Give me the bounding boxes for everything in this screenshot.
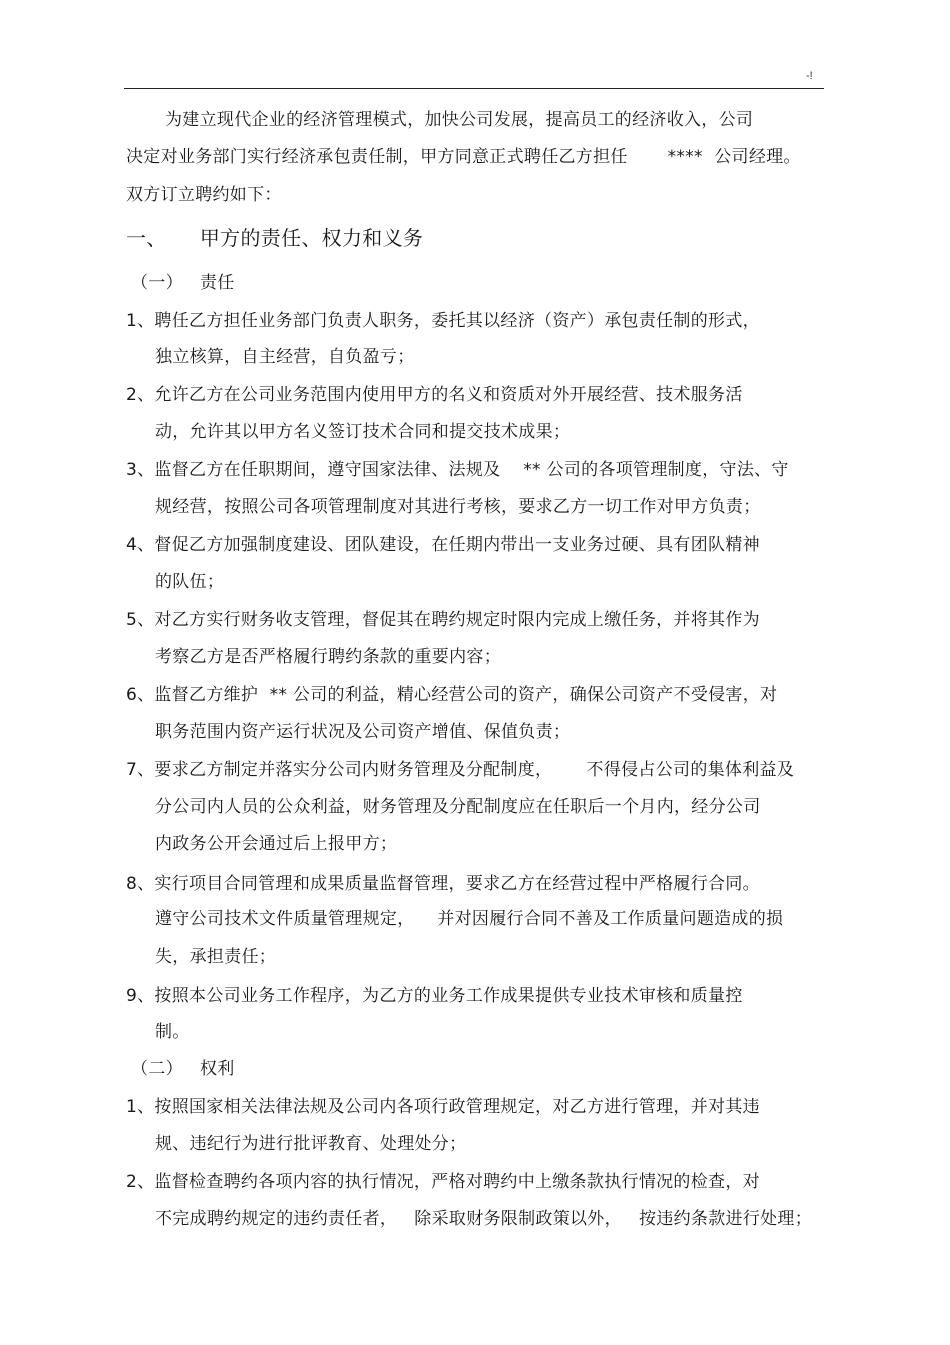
clause-5-line-1: 5、对乙方实行财务收支管理，督促其在聘约规定时限内完成上缴任务，并将其作为 (126, 610, 760, 630)
clause-8-line-1: 8、实行项目合同管理和成果质量监督管理，要求乙方在经营过程中严格履行合同。 (126, 874, 760, 894)
clause-8-line-3: 失，承担责任； (155, 947, 277, 967)
clause-4-line-2: 的队伍； (155, 572, 225, 592)
subsection-heading-rights: （二） 权利 (131, 1059, 235, 1079)
rights-clause-1-line-1: 1、按照国家相关法律法规及公司内各项行政管理规定，对乙方进行管理，并对其违 (126, 1097, 760, 1117)
subsection-heading-responsibility: （一） 责任 (131, 273, 235, 293)
section-heading-1: 一、 甲方的责任、权力和义务 (126, 226, 424, 250)
clause-2-line-1: 2、允许乙方在公司业务范围内使用甲方的名义和资质对外开展经营、技术服务活 (126, 385, 743, 405)
intro-line-1: 为建立现代企业的经济管理模式，加快公司发展，提高员工的经济收入，公司 (165, 110, 754, 130)
clause-6-line-1: 6、监督乙方维护 ** 公司的利益，精心经营公司的资产，确保公司资产不受侵害，对 (126, 685, 778, 705)
clause-7-line-1: 7、要求乙方制定并落实分公司内财务管理及分配制度， 不得侵占公司的集体利益及 (126, 760, 795, 780)
intro-line-2: 决定对业务部门实行经济承包责任制，甲方同意正式聘任乙方担任 **** 公司经理。 (126, 147, 801, 167)
header-rule (124, 88, 824, 89)
clause-1-line-1: 1、聘任乙方担任业务部门负责人职务，委托其以经济（资产）承包责任制的形式， (126, 311, 760, 331)
clause-7-line-2: 分公司内人员的公众利益，财务管理及分配制度应在任职后一个月内，经分公司 (155, 797, 761, 817)
clause-1-line-2: 独立核算，自主经营，自负盈亏； (155, 347, 415, 367)
rights-clause-2-line-1: 2、监督检查聘约各项内容的执行情况，严格对聘约中上缴条款执行情况的检查，对 (126, 1172, 760, 1192)
clause-8-line-2: 遵守公司技术文件质量管理规定， 并对因履行合同不善及工作质量问题造成的损 (155, 909, 784, 929)
intro-line-3: 双方订立聘约如下： (126, 185, 282, 205)
clause-5-line-2: 考察乙方是否严格履行聘约条款的重要内容； (155, 647, 501, 667)
rights-clause-1-line-2: 规、违纪行为进行批评教育、处理处分； (155, 1134, 467, 1154)
clause-3-line-1: 3、监督乙方在任职期间，遵守国家法律、法规及 ** 公司的各项管理制度，守法、守 (126, 460, 789, 480)
clause-7-line-3: 内政务公开会通过后上报甲方； (155, 834, 398, 854)
clause-9-line-2: 制。 (155, 1022, 190, 1042)
clause-6-line-2: 职务范围内资产运行状况及公司资产增值、保值负责； (155, 722, 571, 742)
page-mark: -! (806, 70, 813, 82)
clause-2-line-2: 动，允许其以甲方名义签订技术合同和提交技术成果； (155, 422, 571, 442)
clause-3-line-2: 规经营，按照公司各项管理制度对其进行考核，要求乙方一切工作对甲方负责； (155, 497, 761, 517)
rights-clause-2-line-2: 不完成聘约规定的违约责任者， 除采取财务限制政策以外， 按违约条款进行处理； (155, 1209, 813, 1229)
clause-9-line-1: 9、按照本公司业务工作程序，为乙方的业务工作成果提供专业技术审核和质量控 (126, 986, 743, 1006)
clause-4-line-1: 4、督促乙方加强制度建设、团队建设，在任期内带出一支业务过硬、具有团队精神 (126, 535, 760, 555)
